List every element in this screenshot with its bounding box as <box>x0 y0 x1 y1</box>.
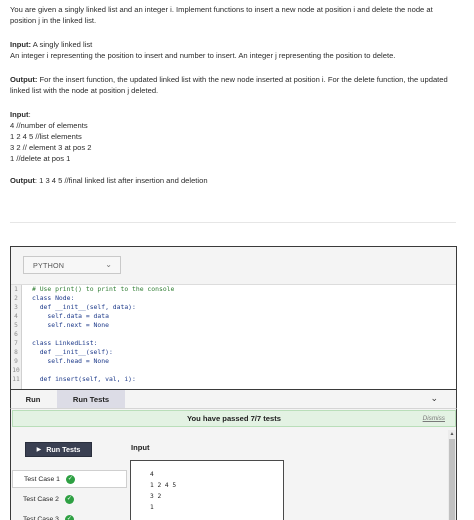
code-line: def insert(self, val, i): <box>32 375 136 383</box>
code-line: class Node: <box>32 294 75 302</box>
example-line: 3 2 // element 3 at pos 2 <box>10 143 92 152</box>
example-line: 1 2 4 5 //list elements <box>10 132 82 141</box>
problem-statement <box>10 4 460 186</box>
scroll-up-arrow-icon[interactable]: ▲ <box>449 431 455 437</box>
language-select[interactable] <box>23 256 121 274</box>
play-icon: ▶ <box>36 447 42 453</box>
chevron-down-icon[interactable]: ⌄ <box>430 393 438 403</box>
tab-run[interactable]: Run <box>25 394 41 404</box>
input-line: 1 <box>150 504 154 511</box>
test-case-label: Test Case 1 <box>24 475 60 483</box>
chevron-down-icon: ⌄ <box>105 260 112 269</box>
run-tests-button-label: Run Tests <box>46 445 81 454</box>
input-line: 4 <box>150 471 154 478</box>
dismiss-link[interactable]: Dismiss <box>422 415 445 422</box>
code-line: self.next = None <box>32 321 109 329</box>
tab-run-tests[interactable]: Run Tests <box>57 390 125 408</box>
input-spec-label: Input: <box>10 40 32 49</box>
example-output <box>10 175 460 186</box>
check-circle-icon: ✓ <box>67 475 73 482</box>
code-line: self.data = data <box>32 312 109 320</box>
check-circle-icon: ✓ <box>65 515 74 520</box>
run-tests-button[interactable] <box>25 442 92 457</box>
line-number: 5 <box>14 322 18 329</box>
output-spec-text: For the insert function, the updated linked list with the new node inserted at position i. For the delete function, the updated linked list with the node at position j deleted. <box>10 75 448 95</box>
line-number: 4 <box>14 313 18 320</box>
problem-intro: You are given a singly linked list and an integer i. Implement functions to insert a new node at position i and delete the node at position j in the linked list. <box>10 5 433 25</box>
code-line: self.head = None <box>32 357 109 365</box>
test-case-item[interactable] <box>12 510 127 520</box>
example-input: Input: 4 //number of elements 1 2 4 5 //list elements 3 2 // element 3 at pos 2 1 //delete at pos 1 <box>10 109 460 164</box>
test-case-item[interactable] <box>12 470 127 488</box>
example-line: 1 //delete at pos 1 <box>10 154 71 163</box>
output-spec <box>10 74 460 96</box>
input-spec <box>10 39 460 61</box>
input-heading: Input <box>131 443 150 452</box>
line-number: 7 <box>14 340 18 347</box>
line-number: 8 <box>14 349 18 356</box>
code-editor-panel <box>10 246 457 390</box>
test-case-item[interactable] <box>12 490 127 508</box>
example-input-label: Input <box>10 110 29 119</box>
line-number-gutter <box>11 285 22 389</box>
line-number: 11 <box>12 376 20 383</box>
code-line: class LinkedList: <box>32 339 98 347</box>
input-spec-line1: A singly linked list <box>31 40 93 49</box>
input-spec-line2: An integer i representing the position to insert and number to insert. An integer j representing the position to delete. <box>10 51 396 60</box>
example-output-label: Output <box>10 176 35 185</box>
bottom-tab-bar <box>10 390 457 409</box>
line-number: 9 <box>14 358 18 365</box>
input-line: 3 2 <box>150 493 162 500</box>
pass-banner <box>12 410 456 427</box>
code-editor[interactable] <box>11 284 456 389</box>
line-number: 1 <box>14 286 18 293</box>
test-input-box <box>130 460 284 520</box>
test-results-panel <box>10 409 457 520</box>
example-line: 4 //number of elements <box>10 121 88 130</box>
input-line: 1 2 4 5 <box>150 482 177 489</box>
section-divider <box>10 222 456 223</box>
language-select-value: PYTHON <box>33 260 65 270</box>
line-number: 2 <box>14 295 18 302</box>
scrollbar-thumb[interactable] <box>449 439 455 520</box>
code-line: # Use print() to print to the console <box>32 285 175 293</box>
test-case-label: Test Case 2 <box>23 495 59 503</box>
line-number: 6 <box>14 331 18 338</box>
test-case-label: Test Case 3 <box>23 515 59 520</box>
line-number: 3 <box>14 304 18 311</box>
pass-message: You have passed 7/7 tests <box>187 414 281 423</box>
example-output-text: : 1 3 4 5 //final linked list after insertion and deletion <box>34 176 208 185</box>
line-number: 10 <box>12 367 20 374</box>
results-scrollbar[interactable] <box>448 430 456 520</box>
output-spec-label: Output: <box>10 75 38 84</box>
check-circle-icon: ✓ <box>66 495 72 502</box>
code-line: def __init__(self, data): <box>32 303 136 311</box>
code-line: def __init__(self): <box>32 348 113 356</box>
